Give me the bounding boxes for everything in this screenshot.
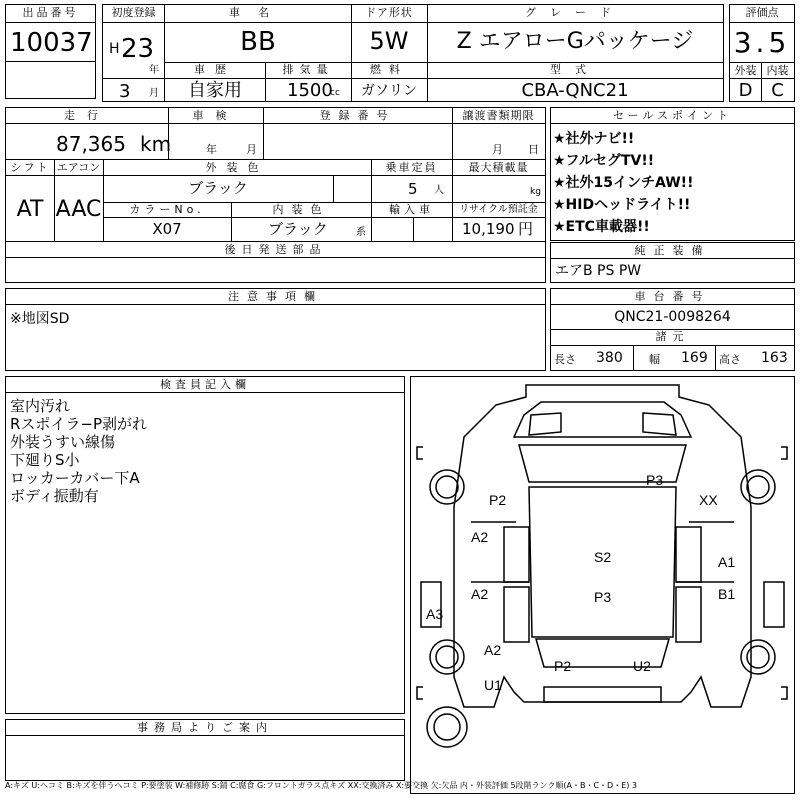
grade: Z エアローGパッケージ bbox=[456, 29, 694, 54]
import-label: 輸入車 bbox=[389, 203, 434, 216]
later-shipped-parts-label: 後日発送部品 bbox=[224, 243, 327, 256]
color-number-label: カラーNo. bbox=[129, 203, 205, 216]
registration-number-label: 登録番号 bbox=[319, 109, 396, 122]
displacement-label: 排気量 bbox=[282, 63, 334, 76]
color-number: X07 bbox=[152, 220, 182, 238]
fuel: ガソリン bbox=[361, 83, 417, 99]
damage-mark: A2 bbox=[471, 586, 489, 602]
transfer-day-unit: 日 bbox=[528, 143, 539, 156]
lot-number: 10037 bbox=[10, 28, 93, 58]
interior-grade: C bbox=[771, 80, 784, 101]
damage-mark: A3 bbox=[426, 606, 444, 622]
equipment-label: 純正装備 bbox=[634, 244, 711, 257]
car-name-label: 車名 bbox=[229, 6, 287, 19]
interior-color-suffix: 系 bbox=[356, 227, 366, 238]
inspector-line: 下廻りS小 bbox=[10, 451, 80, 469]
damage-diagram-panel bbox=[410, 376, 795, 794]
transfer-doc-deadline-label: 譲渡書類期限 bbox=[462, 109, 535, 122]
door-type-label: ドア形状 bbox=[365, 6, 413, 19]
damage-mark: P3 bbox=[646, 472, 664, 488]
first-registration-label: 初度登録 bbox=[111, 6, 156, 19]
damage-mark: B1 bbox=[718, 586, 736, 602]
max-load-label: 最大積載量 bbox=[468, 161, 529, 174]
length-label: 長さ bbox=[554, 353, 576, 366]
chassis-label: 車台番号 bbox=[634, 290, 711, 303]
sales-point-item: ★社外15インチAW!! bbox=[553, 175, 694, 191]
recycle-unit: 円 bbox=[518, 220, 534, 238]
shift: AT bbox=[16, 197, 44, 222]
exterior-grade-label: 外装 bbox=[734, 64, 757, 77]
first-reg-year: 23 bbox=[121, 34, 155, 64]
score-cell bbox=[729, 4, 795, 102]
grade-label: グレード bbox=[525, 6, 625, 19]
inspector-line: 室内汚れ bbox=[10, 397, 71, 415]
sales-points-label: セールスポイント bbox=[612, 109, 732, 122]
notes-panel bbox=[5, 288, 546, 371]
inspector-line: ボディ振動有 bbox=[10, 487, 99, 505]
usage-label: 車歴 bbox=[194, 63, 236, 76]
mileage-unit: km bbox=[140, 132, 172, 156]
interior-color: ブラック bbox=[268, 220, 328, 238]
inspection-month-unit: 月 bbox=[246, 143, 257, 156]
interior-color-label: 内装色 bbox=[272, 203, 330, 216]
model-code: CBA-QNC21 bbox=[521, 80, 629, 101]
damage-mark: S2 bbox=[594, 549, 612, 565]
sales-point-item: ★HIDヘッドライト!! bbox=[553, 197, 691, 213]
inspector-label: 検査員記入欄 bbox=[160, 378, 250, 391]
chassis-panel bbox=[550, 288, 795, 371]
first-reg-month: 3 bbox=[119, 81, 131, 102]
door-type: 5W bbox=[369, 27, 409, 55]
recycle-deposit-label: リサイクル預託金 bbox=[459, 204, 538, 215]
year-unit: 年 bbox=[149, 65, 159, 76]
notes-label: 注意事項欄 bbox=[228, 290, 323, 303]
damage-mark: U2 bbox=[633, 658, 651, 674]
lot-number-label: 出品番号 bbox=[22, 6, 79, 19]
height: 163 bbox=[761, 350, 788, 366]
equipment-value: エアB PS PW bbox=[555, 263, 642, 279]
office-notice-label: 事務局よりご案内 bbox=[137, 721, 273, 734]
shift-label: シフト bbox=[10, 161, 50, 174]
fuel-label: 燃料 bbox=[370, 63, 408, 76]
damage-mark: XX bbox=[699, 492, 718, 508]
model-code-label: 型式 bbox=[550, 63, 600, 76]
sales-point-item: ★ETC車載器!! bbox=[553, 219, 650, 235]
lot-number-cell bbox=[5, 4, 96, 99]
inspection-year-unit: 年 bbox=[206, 143, 217, 156]
inspector-line: ロッカーカバー下A bbox=[10, 469, 140, 487]
first-registration-cell bbox=[102, 4, 165, 102]
capacity-label: 乗車定員 bbox=[385, 161, 438, 174]
ac: AAC bbox=[55, 197, 102, 222]
inspection-label: 車検 bbox=[192, 109, 239, 122]
damage-mark: A2 bbox=[484, 642, 502, 658]
exterior-color-label: 外装色 bbox=[205, 161, 269, 174]
damage-mark: P2 bbox=[489, 492, 507, 508]
sales-points-panel bbox=[550, 107, 795, 241]
car-name: BB bbox=[240, 27, 276, 57]
transfer-month-unit: 月 bbox=[492, 143, 503, 156]
capacity: 5 bbox=[408, 180, 418, 198]
ac-label: エアコン bbox=[56, 161, 101, 174]
car-damage-diagram bbox=[411, 377, 794, 793]
dimensions-label: 諸元 bbox=[655, 330, 690, 343]
mileage: 87,365 bbox=[56, 132, 126, 156]
displacement: 1500 bbox=[287, 80, 333, 101]
era: H bbox=[109, 41, 120, 57]
length: 380 bbox=[596, 350, 623, 366]
sales-point-item: ★フルセグTV!! bbox=[553, 153, 655, 169]
mileage-label: 走行 bbox=[64, 109, 110, 122]
exterior-grade: D bbox=[738, 80, 753, 101]
height-label: 高さ bbox=[719, 353, 741, 366]
width-label: 幅 bbox=[649, 353, 660, 366]
inspector-line: Rスポイラ−P剥がれ bbox=[10, 415, 148, 433]
displacement-unit: cc bbox=[330, 88, 340, 98]
damage-mark: U1 bbox=[484, 677, 502, 693]
sales-point-item: ★社外ナビ!! bbox=[553, 131, 635, 147]
inspector-line: 外装うすい線傷 bbox=[10, 433, 116, 451]
legend-text: A:キズ U:ヘコミ B:キズを伴うヘコミ P:要塗装 W:補修跡 S:錆 C:腐食 G:フロントガラス点キズ XX:交換済み X:要交換 欠:欠品 内・外装評価 5段階ランク順(A・B・C・D・E) 3 bbox=[5, 781, 638, 790]
damage-mark: A2 bbox=[471, 529, 489, 545]
score: 3.5 bbox=[733, 26, 791, 59]
damage-mark: P2 bbox=[554, 658, 572, 674]
inspector-panel bbox=[5, 376, 405, 714]
damage-mark: A1 bbox=[718, 554, 736, 570]
max-load-unit: kg bbox=[530, 187, 541, 197]
recycle-deposit: 10,190 bbox=[462, 220, 515, 238]
office-notice-panel bbox=[5, 719, 405, 781]
chassis-number: QNC21-0098264 bbox=[614, 309, 731, 325]
score-label: 評価点 bbox=[745, 6, 779, 19]
details-grid bbox=[5, 107, 546, 283]
damage-mark: P3 bbox=[594, 589, 612, 605]
month-unit: 月 bbox=[149, 88, 159, 99]
width: 169 bbox=[681, 350, 708, 366]
usage: 自家用 bbox=[188, 80, 242, 101]
notes-value: ※地図SD bbox=[10, 311, 70, 327]
vehicle-header-grid bbox=[164, 4, 724, 102]
capacity-unit: 人 bbox=[434, 185, 444, 196]
interior-grade-label: 内装 bbox=[766, 64, 789, 77]
equipment-panel bbox=[550, 242, 795, 283]
exterior-color: ブラック bbox=[188, 179, 248, 197]
